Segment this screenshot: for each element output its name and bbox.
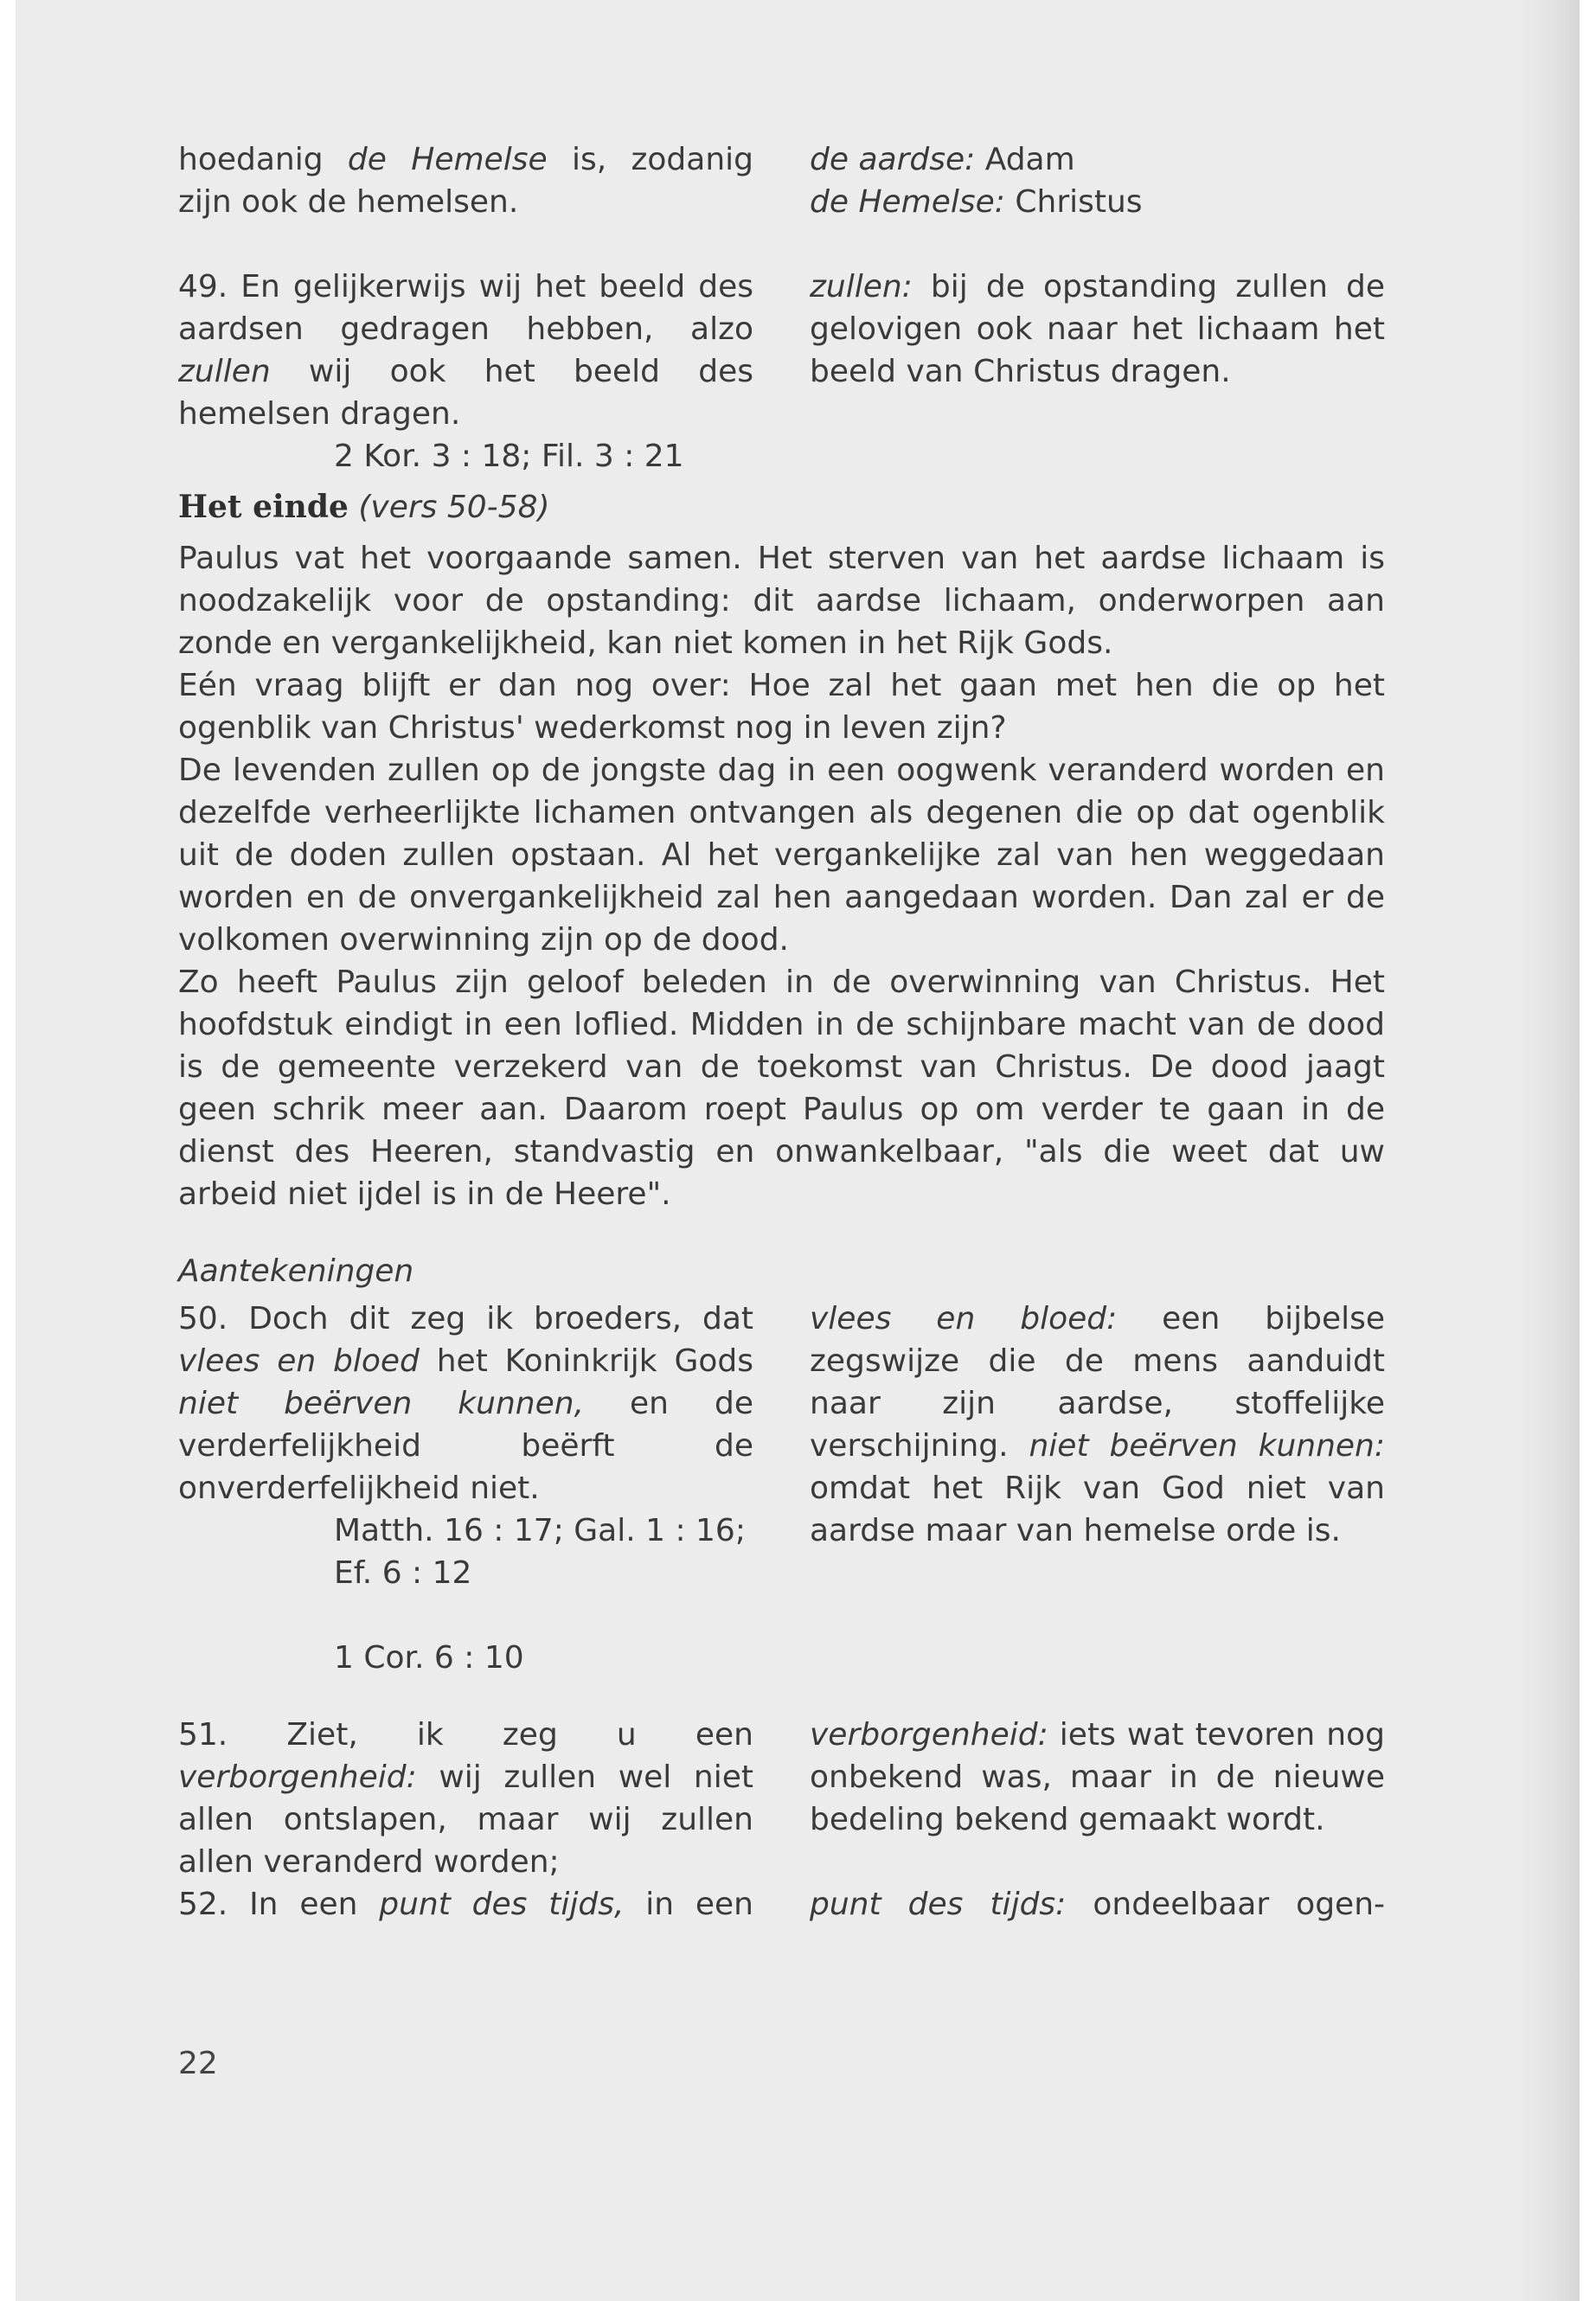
- verse-48-italic: de Hemelse: [347, 142, 548, 177]
- verse-48-line1a: hoedanig: [178, 142, 348, 177]
- section-subtitle: (vers 50-58): [358, 490, 550, 525]
- verse-48-line2: zijn ook de hemelsen.: [178, 184, 519, 220]
- verse-49-row: [178, 266, 1385, 478]
- verse-52-text: 52. In een punt des tijds, in een: [178, 1887, 753, 1922]
- verse-50-row: [178, 1298, 1385, 1679]
- verse-50-notes: vlees en bloed: een bijbelse zegswijze die de mens aanduidt naar zijn aardse, stoffelijke verschijning. niet beërven kunnen: omdat het Rijk van God niet van aardse maar van hemelse orde is.: [810, 1301, 1386, 1548]
- verse-48-notes: de aardse: Adam de Hemelse: Christus: [810, 142, 1143, 220]
- section-title: Het einde: [178, 489, 349, 525]
- verse-49-text: 49. En gelijkerwijs wij het beeld des aardsen gedragen hebben, alzo zullen wij ook het beeld des hemelsen dragen. 2 Kor. 3 : 18; Fil. 3 : 21: [178, 266, 753, 478]
- page-edge-shadow: [1519, 0, 1580, 2301]
- note-term: de aardse:: [810, 142, 976, 177]
- body-text: [178, 537, 1385, 1215]
- verse-51-text: 51. Ziet, ik zeg u een verborgenheid: wij zullen wel niet allen ontslapen, maar wij zullen allen veranderd worden;: [178, 1717, 753, 1880]
- annotations-heading: Aantekeningen: [178, 1253, 414, 1289]
- verse-50-text: 50. Doch dit zeg ik broeders, dat vlees en bloed het Koninkrijk Gods niet beërven kunnen, en de verderfelijkheid beërft de onverderfelijkheid niet. Matth. 16 : 17; Gal. 1 : 16; Ef. 6 : 12 1 Cor. 6 : 10: [178, 1298, 753, 1679]
- verse-49-note: zullen: bij de opstanding zullen de gelovigen ook naar het lichaam het beeld van Christus dragen.: [810, 269, 1385, 389]
- paragraph: Zo heeft Paulus zijn geloof beleden in de overwinning van Christus. Het hoofdstuk eindigt in een loflied. Midden in de schijnbare macht van de dood is de gemeente verzekerd van de toekomst van Christus. De dood jaagt geen schrik meer aan. Daarom roept Paulus op om verder te gaan in de dienst des Heeren, standvastig en onwankelbaar, "als die weet dat uw arbeid niet ijdel is in de Heere".: [178, 965, 1385, 1212]
- verse-51-row: [178, 1714, 1385, 1883]
- note-term: de Hemelse:: [810, 184, 1005, 220]
- note-term: zullen:: [810, 269, 913, 304]
- page-content: [178, 138, 1385, 1926]
- verse-51-note: verborgenheid: iets wat tevoren nog onbekend was, maar in de nieuwe bedeling bekend gemaakt wordt.: [810, 1717, 1385, 1837]
- paragraph: Paulus vat het voorgaande samen. Het sterven van het aardse lichaam is noodzakelijk voor de opstanding: dit aardse lichaam, onderworpen aan zonde en vergankelijkheid, kan niet komen in het Rijk Gods.: [178, 541, 1385, 661]
- page-number: 22: [178, 2046, 218, 2081]
- paragraph: Eén vraag blijft er dan nog over: Hoe zal het gaan met hen die op het ogenblik van Christus' wederkomst nog in leven zijn?: [178, 668, 1385, 746]
- note-term: punt des tijds:: [810, 1887, 1067, 1922]
- note-term: vlees en bloed:: [810, 1301, 1118, 1336]
- scripture-reference: 2 Kor. 3 : 18; Fil. 3 : 21: [334, 439, 684, 474]
- note-term: niet beërven kunnen:: [1029, 1428, 1385, 1464]
- scripture-reference: 1 Cor. 6 : 10: [334, 1640, 524, 1676]
- section-heading: [178, 486, 1385, 529]
- book-page: [16, 0, 1580, 2301]
- paragraph: De levenden zullen op de jongste dag in een oogwenk veranderd worden en dezelfde verheerlijkte lichamen ontvangen als degenen die op dat ogenblik uit de doden zullen opstaan. Al het vergankelijke zal van hen weggedaan worden en de onvergankelijkheid zal hen aangedaan worden. Dan zal er de volkomen overwinning zijn op de dood.: [178, 753, 1385, 958]
- scripture-reference: Ef. 6 : 12: [334, 1555, 472, 1591]
- verse-52-note: punt des tijds: ondeelbaar ogen-: [810, 1887, 1385, 1922]
- verse-52-row: [178, 1883, 1385, 1926]
- note-term: verborgenheid:: [810, 1717, 1048, 1753]
- verse-48-text: hoedanig de Hemelse is, zodanig zijn ook de hemelsen.: [178, 138, 753, 223]
- scripture-reference: Matth. 16 : 17; Gal. 1 : 16;: [334, 1513, 746, 1548]
- verse-48-row: [178, 138, 1385, 223]
